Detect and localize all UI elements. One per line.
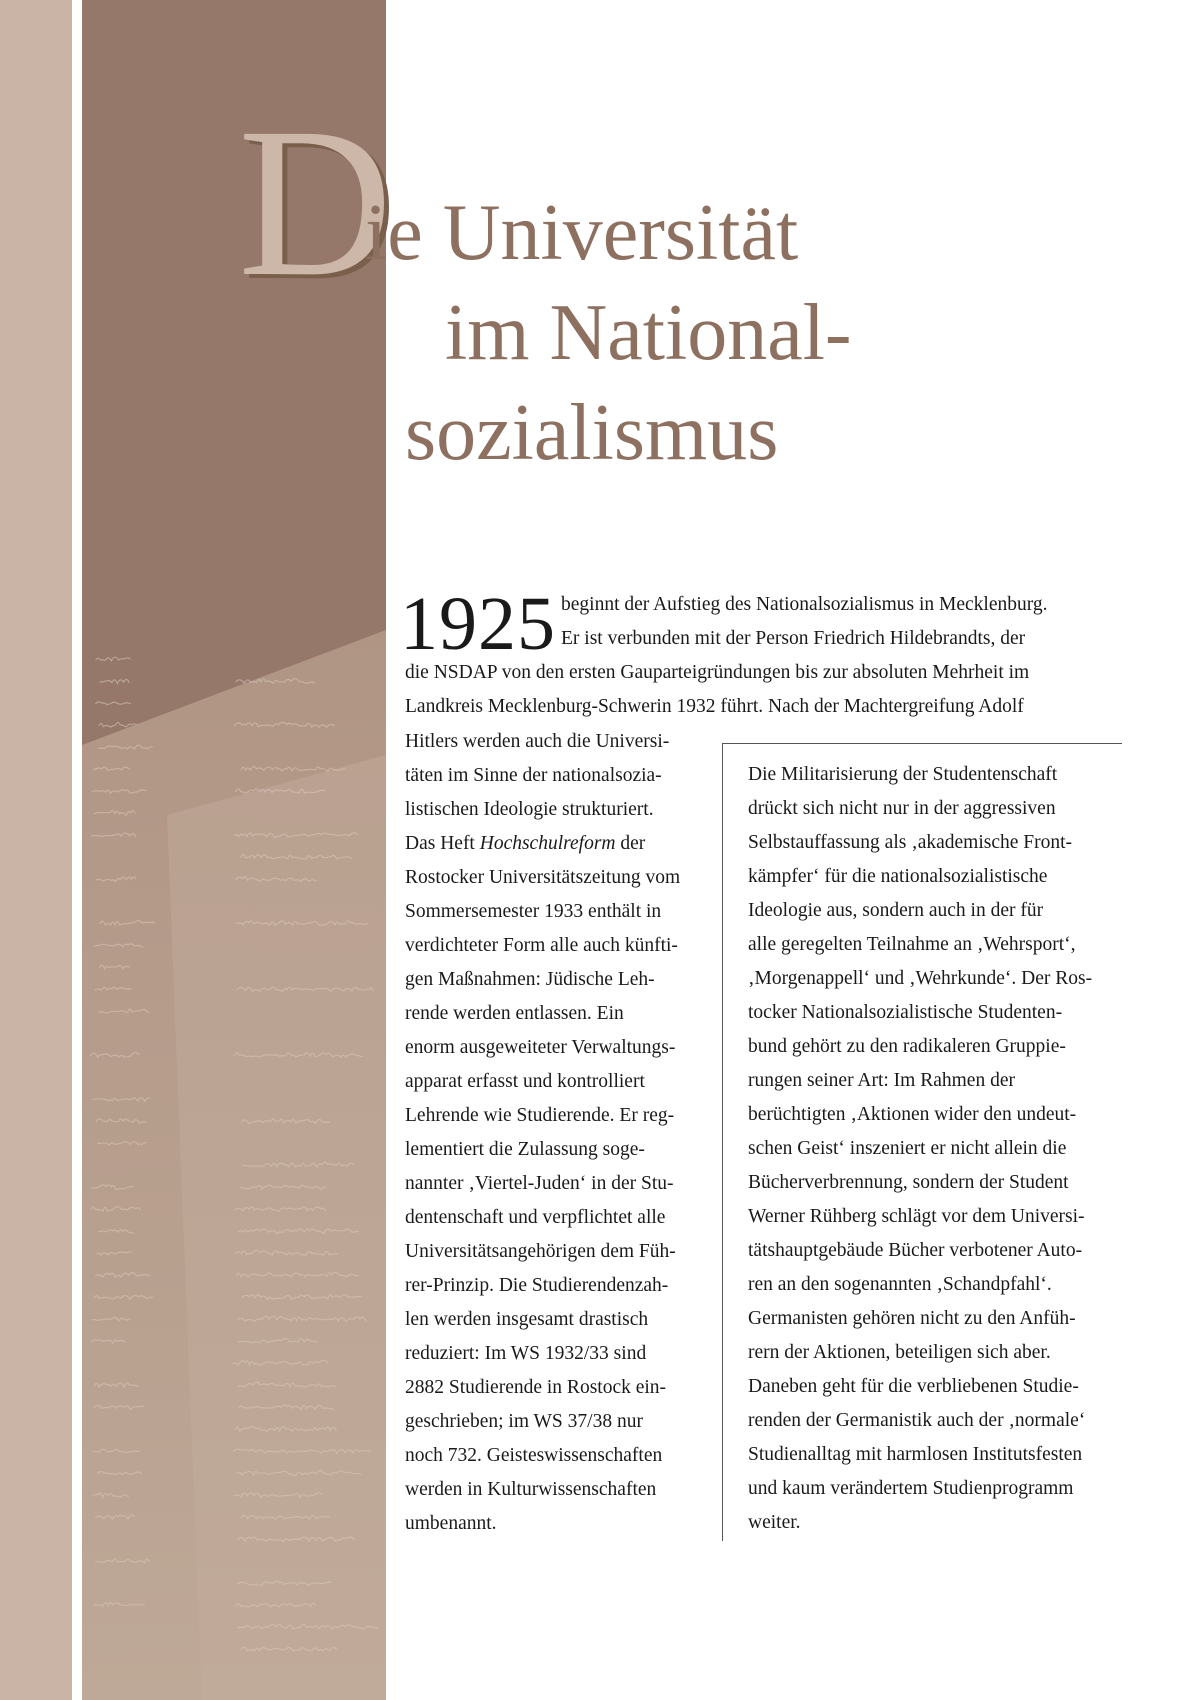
left-line: noch 732. Geisteswissenschaften: [405, 1445, 663, 1466]
right-line: rern der Aktionen, beteiligen sich aber.: [748, 1342, 1051, 1363]
heft-prefix: Das Heft: [405, 833, 480, 854]
column-divider-horizontal: [722, 743, 1122, 744]
left-line: gen Maßnahmen: Jüdische Leh-: [405, 969, 655, 990]
right-line: und kaum verändertem Studienprogramm: [748, 1478, 1074, 1499]
right-line: weiter.: [748, 1512, 801, 1533]
left-column-text: [405, 725, 705, 1541]
right-line: renden der Germanistik auch der ‚normale‘: [748, 1410, 1086, 1431]
left-line: umbenannt.: [405, 1513, 497, 1534]
title-line-2: im National-: [445, 289, 852, 377]
left-line: nannter ‚Viertel-Juden‘ in der Stu-: [405, 1173, 674, 1194]
left-line: täten im Sinne der nationalsozia-: [405, 765, 662, 786]
column-divider-vertical: [722, 744, 723, 1541]
intro-line: die NSDAP von den ersten Gauparteigründungen bis zur absoluten Mehrheit im: [405, 662, 1030, 683]
right-line: tocker Nationalsozialistische Studenten-: [748, 1002, 1063, 1023]
right-line: drückt sich nicht nur in der aggressiven: [748, 798, 1056, 819]
left-line: geschrieben; im WS 37/38 nur: [405, 1411, 643, 1432]
left-line: rende werden entlassen. Ein: [405, 1003, 624, 1024]
title-line-1: ie Universität: [365, 189, 799, 277]
left-line: enorm ausgeweiteter Verwaltungs-: [405, 1037, 676, 1058]
page-title: [0, 0, 1200, 480]
title-line-3: sozialismus: [405, 389, 779, 477]
left-line: listischen Ideologie strukturiert.: [405, 799, 654, 820]
right-line: Studienalltag mit harmlosen Institutsfesten: [748, 1444, 1083, 1465]
right-line: ‚Morgenappell‘ und ‚Wehrkunde‘. Der Ros-: [748, 968, 1093, 989]
left-line: rer-Prinzip. Die Studierendenzah-: [405, 1275, 669, 1296]
right-line: Germanisten gehören nicht zu den Anfüh-: [748, 1308, 1076, 1329]
right-line: Ideologie aus, sondern auch in der für: [748, 900, 1044, 921]
left-line: werden in Kulturwissenschaften: [405, 1479, 657, 1500]
right-line: Selbstauffassung als ‚akademische Front-: [748, 832, 1073, 853]
right-line: alle geregelten Teilnahme an ‚Wehrsport‘,: [748, 934, 1076, 955]
left-line: verdichteter Form alle auch künfti-: [405, 935, 678, 956]
right-line: Bücherverbrennung, sondern der Student: [748, 1172, 1069, 1193]
right-line: tätshauptgebäude Bücher verbotener Auto-: [748, 1240, 1083, 1261]
intro-paragraph: [405, 588, 1115, 724]
left-line: Hitlers werden auch die Universi-: [405, 731, 670, 752]
intro-year: 1925: [400, 582, 556, 666]
left-line: len werden insgesamt drastisch: [405, 1309, 649, 1330]
title-dropcap: D: [238, 84, 393, 321]
left-line: 2882 Studierende in Rostock ein-: [405, 1377, 667, 1398]
left-line: Lehrende wie Studierende. Er reg-: [405, 1105, 675, 1126]
right-line: rungen seiner Art: Im Rahmen der: [748, 1070, 1015, 1091]
left-line: lementiert die Zulassung soge-: [405, 1139, 645, 1160]
right-line: Die Militarisierung der Studentenschaft: [748, 764, 1058, 785]
intro-line: beginnt der Aufstieg des Nationalsozialismus in Mecklenburg.: [561, 594, 1048, 615]
heft-suffix: der: [615, 833, 646, 854]
right-line: schen Geist‘ inszeniert er nicht allein die: [748, 1138, 1067, 1159]
intro-line: Er ist verbunden mit der Person Friedrich Hildebrandts, der: [561, 628, 1026, 649]
left-line: apparat erfasst und kontrolliert: [405, 1071, 645, 1092]
right-line: berüchtigten ‚Aktionen wider den undeut-: [748, 1104, 1077, 1125]
right-line: bund gehört zu den radikaleren Gruppie-: [748, 1036, 1066, 1057]
right-line: Daneben geht für die verbliebenen Studie-: [748, 1376, 1079, 1397]
left-line-heft: [405, 827, 705, 861]
right-line: ren an den sogenannten ‚Schandpfahl‘.: [748, 1274, 1052, 1295]
left-line: Sommersemester 1933 enthält in: [405, 901, 662, 922]
left-line: dentenschaft und verpflichtet alle: [405, 1207, 666, 1228]
right-column-text: [748, 758, 1128, 1540]
right-line: Werner Rühberg schlägt vor dem Universi-: [748, 1206, 1085, 1227]
right-line: kämpfer‘ für die nationalsozialistische: [748, 866, 1048, 887]
left-line: Universitätsangehörigen dem Füh-: [405, 1241, 676, 1262]
left-line: reduziert: Im WS 1932/33 sind: [405, 1343, 647, 1364]
intro-line: Landkreis Mecklenburg-Schwerin 1932 führt. Nach der Machtergreifung Adolf: [405, 696, 1024, 717]
heft-title: Hochschulreform: [479, 833, 616, 854]
left-line: Rostocker Universitätszeitung vom: [405, 867, 681, 888]
